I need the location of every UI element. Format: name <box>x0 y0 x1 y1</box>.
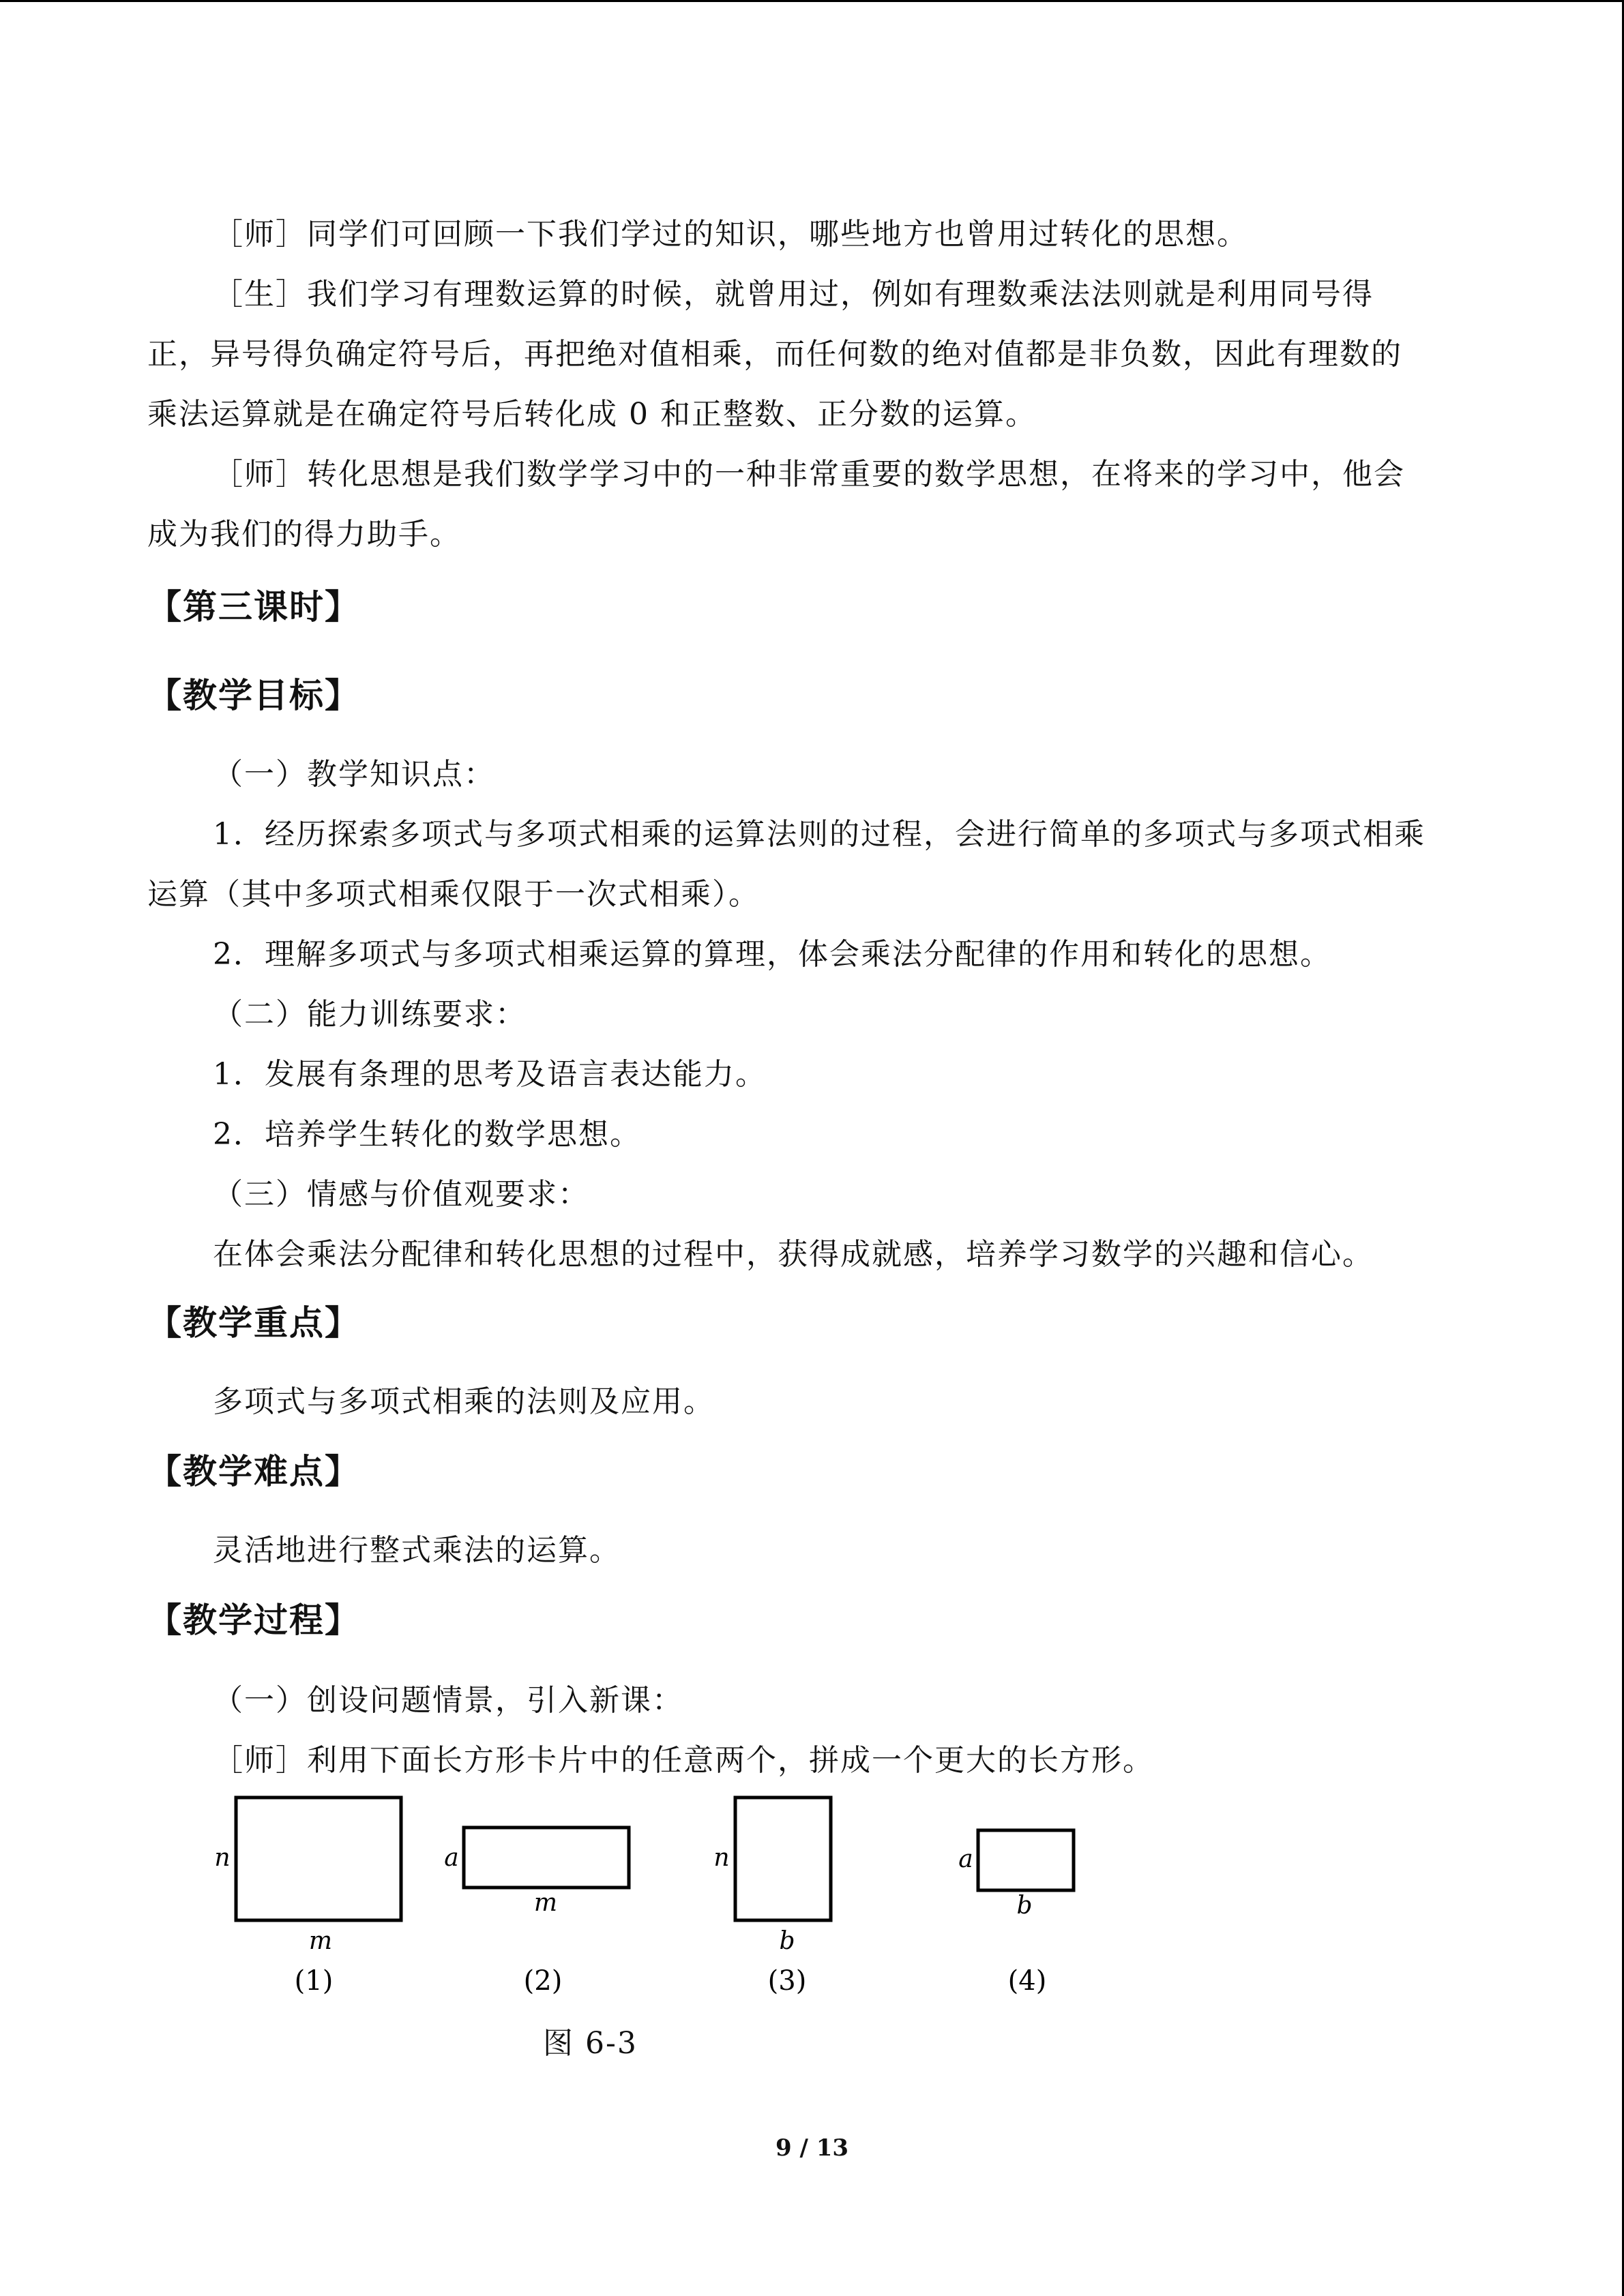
card-3-side-label: n <box>713 1844 730 1872</box>
difficulties-text: 灵活地进行整式乘法的运算。 <box>213 1533 621 1568</box>
key-points-text: 多项式与多项式相乘的法则及应用。 <box>213 1384 715 1419</box>
objective-line: 1．经历探索多项式与多项式相乘的运算法则的过程，会进行简单的多项式与多项式相乘 <box>213 817 1426 852</box>
card-2-number: (2) <box>523 1965 563 1997</box>
objective-line: 在体会乘法分配律和转化思想的过程中，获得成就感，培养学习数学的兴趣和信心。 <box>213 1237 1374 1272</box>
card-4-number: (4) <box>1007 1965 1047 1997</box>
heading-key-points: 【教学重点】 <box>147 1303 360 1343</box>
paragraph-line: 正，异号得负确定符号后，再把绝对值相乘，而任何数的绝对值都是非负数，因此有理数的 <box>147 337 1402 372</box>
objective-line: 1．发展有条理的思考及语言表达能力。 <box>213 1057 767 1092</box>
page-number: 9 / 13 <box>775 2134 849 2162</box>
card-3-rectangle <box>735 1798 831 1920</box>
card-4-bottom-label: b <box>1016 1892 1033 1920</box>
card-2-rectangle <box>464 1828 629 1888</box>
card-3-number: (3) <box>767 1965 807 1997</box>
objective-line: （一）教学知识点： <box>213 757 495 792</box>
heading-process: 【教学过程】 <box>147 1600 360 1640</box>
paragraph-line: ［师］转化思想是我们数学学习中的一种非常重要的数学思想，在将来的学习中，他会 <box>213 457 1405 492</box>
card-1-bottom-label: m <box>308 1927 333 1955</box>
heading-difficulties: 【教学难点】 <box>147 1452 360 1491</box>
paragraph-line: 乘法运算就是在确定符号后转化成 0 和正整数、正分数的运算。 <box>147 397 1037 432</box>
rectangle-cards-figure <box>205 1773 1160 2073</box>
paragraph-line: ［生］我们学习有理数运算的时候，就曾用过，例如有理数乘法法则就是利用同号得 <box>213 277 1374 312</box>
process-line: ［师］利用下面长方形卡片中的任意两个，拼成一个更大的长方形。 <box>213 1743 1154 1778</box>
page-border-top <box>0 0 1624 2</box>
objective-line: （二）能力训练要求： <box>213 997 527 1032</box>
card-1-side-label: n <box>214 1844 231 1872</box>
card-1-number: (1) <box>294 1965 334 1997</box>
card-1-rectangle <box>236 1798 401 1920</box>
heading-lesson: 【第三课时】 <box>147 587 360 627</box>
objective-line: 运算（其中多项式相乘仅限于一次式相乘）。 <box>147 877 760 912</box>
process-line: （一）创设问题情景，引入新课： <box>213 1683 683 1718</box>
objective-line: 2．培养学生转化的数学思想。 <box>213 1117 641 1152</box>
objective-line: （三）情感与价值观要求： <box>213 1177 589 1212</box>
paragraph-line: 成为我们的得力助手。 <box>147 517 461 552</box>
rectangle-cards-drawing <box>205 1773 1160 2073</box>
objective-line: 2．理解多项式与多项式相乘运算的算理，体会乘法分配律的作用和转化的思想。 <box>213 937 1331 972</box>
figure-caption: 图 6-3 <box>543 2026 638 2061</box>
card-4-side-label: a <box>958 1845 973 1873</box>
card-2-bottom-label: m <box>533 1889 558 1917</box>
paragraph-line: ［师］同学们可回顾一下我们学过的知识，哪些地方也曾用过转化的思想。 <box>213 217 1248 252</box>
card-3-bottom-label: b <box>779 1927 795 1955</box>
card-2-side-label: a <box>444 1844 459 1872</box>
card-4-rectangle <box>978 1830 1074 1890</box>
heading-objectives: 【教学目标】 <box>147 676 360 715</box>
